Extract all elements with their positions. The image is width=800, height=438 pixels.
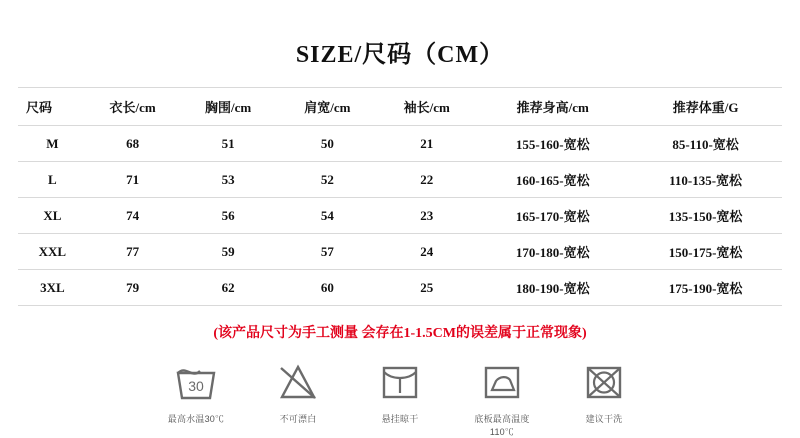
cell-sleeve: 22 — [377, 162, 476, 198]
cell-size: XL — [18, 198, 87, 234]
column-header-height: 推荐身高/cm — [476, 88, 629, 126]
cell-height: 180-190-宽松 — [476, 270, 629, 306]
cell-size: L — [18, 162, 87, 198]
size-table — [18, 87, 782, 306]
column-header-weight: 推荐体重/G — [629, 88, 782, 126]
cell-shoulder: 54 — [278, 198, 377, 234]
table-header-row — [18, 88, 782, 126]
cell-shoulder: 52 — [278, 162, 377, 198]
care-item-bleach — [260, 360, 336, 425]
cell-shoulder: 50 — [278, 126, 377, 162]
cell-sleeve: 21 — [377, 126, 476, 162]
care-label-bleach: 不可漂白 — [279, 414, 317, 424]
table-header — [18, 88, 782, 126]
cell-length: 74 — [87, 198, 179, 234]
cell-length: 77 — [87, 234, 179, 270]
wash-tub-30-icon — [172, 360, 220, 404]
cell-height: 155-160-宽松 — [476, 126, 629, 162]
column-header-bust: 胸围/cm — [178, 88, 277, 126]
page-title: SIZE/尺码（CM） — [295, 42, 505, 68]
cell-length: 71 — [87, 162, 179, 198]
care-item-dryclean — [566, 360, 642, 425]
no-dry-clean-icon — [580, 360, 628, 404]
cell-weight: 135-150-宽松 — [629, 198, 782, 234]
table-row — [18, 198, 782, 234]
care-label-iron: 底板最高温度110℃ — [474, 414, 530, 437]
care-label-dryclean: 建议干洗 — [585, 414, 623, 424]
cell-bust: 62 — [178, 270, 277, 306]
svg-text:30: 30 — [188, 378, 204, 394]
column-header-size: 尺码 — [18, 88, 87, 126]
care-instructions — [0, 360, 800, 438]
table-row — [18, 234, 782, 270]
care-item-wash — [158, 360, 234, 425]
cell-sleeve: 25 — [377, 270, 476, 306]
cell-sleeve: 23 — [377, 198, 476, 234]
cell-bust: 53 — [178, 162, 277, 198]
cell-size: XXL — [18, 234, 87, 270]
care-item-iron — [464, 360, 540, 438]
cell-height: 165-170-宽松 — [476, 198, 629, 234]
cell-weight: 110-135-宽松 — [629, 162, 782, 198]
column-header-shoulder: 肩宽/cm — [278, 88, 377, 126]
cell-bust: 56 — [178, 198, 277, 234]
table-row — [18, 162, 782, 198]
cell-bust: 59 — [178, 234, 277, 270]
size-table-wrapper — [18, 87, 782, 306]
cell-weight: 175-190-宽松 — [629, 270, 782, 306]
line-dry-icon — [376, 360, 424, 404]
cell-size: 3XL — [18, 270, 87, 306]
iron-110-icon — [478, 360, 526, 404]
cell-weight: 150-175-宽松 — [629, 234, 782, 270]
cell-height: 170-180-宽松 — [476, 234, 629, 270]
table-row — [18, 270, 782, 306]
cell-shoulder: 60 — [278, 270, 377, 306]
cell-weight: 85-110-宽松 — [629, 126, 782, 162]
measurement-note: (该产品尺寸为手工测量 会存在1-1.5CM的误差属于正常现象) — [213, 326, 587, 341]
care-label-wash: 最高水温30℃ — [167, 414, 225, 424]
cell-shoulder: 57 — [278, 234, 377, 270]
care-label-dry: 悬挂晾干 — [381, 414, 419, 424]
cell-length: 79 — [87, 270, 179, 306]
cell-size: M — [18, 126, 87, 162]
cell-bust: 51 — [178, 126, 277, 162]
cell-sleeve: 24 — [377, 234, 476, 270]
table-row — [18, 126, 782, 162]
cell-height: 160-165-宽松 — [476, 162, 629, 198]
cell-length: 68 — [87, 126, 179, 162]
column-header-length: 衣长/cm — [87, 88, 179, 126]
table-body — [18, 126, 782, 306]
no-bleach-icon — [274, 360, 322, 404]
column-header-sleeve: 袖长/cm — [377, 88, 476, 126]
care-item-dry — [362, 360, 438, 425]
